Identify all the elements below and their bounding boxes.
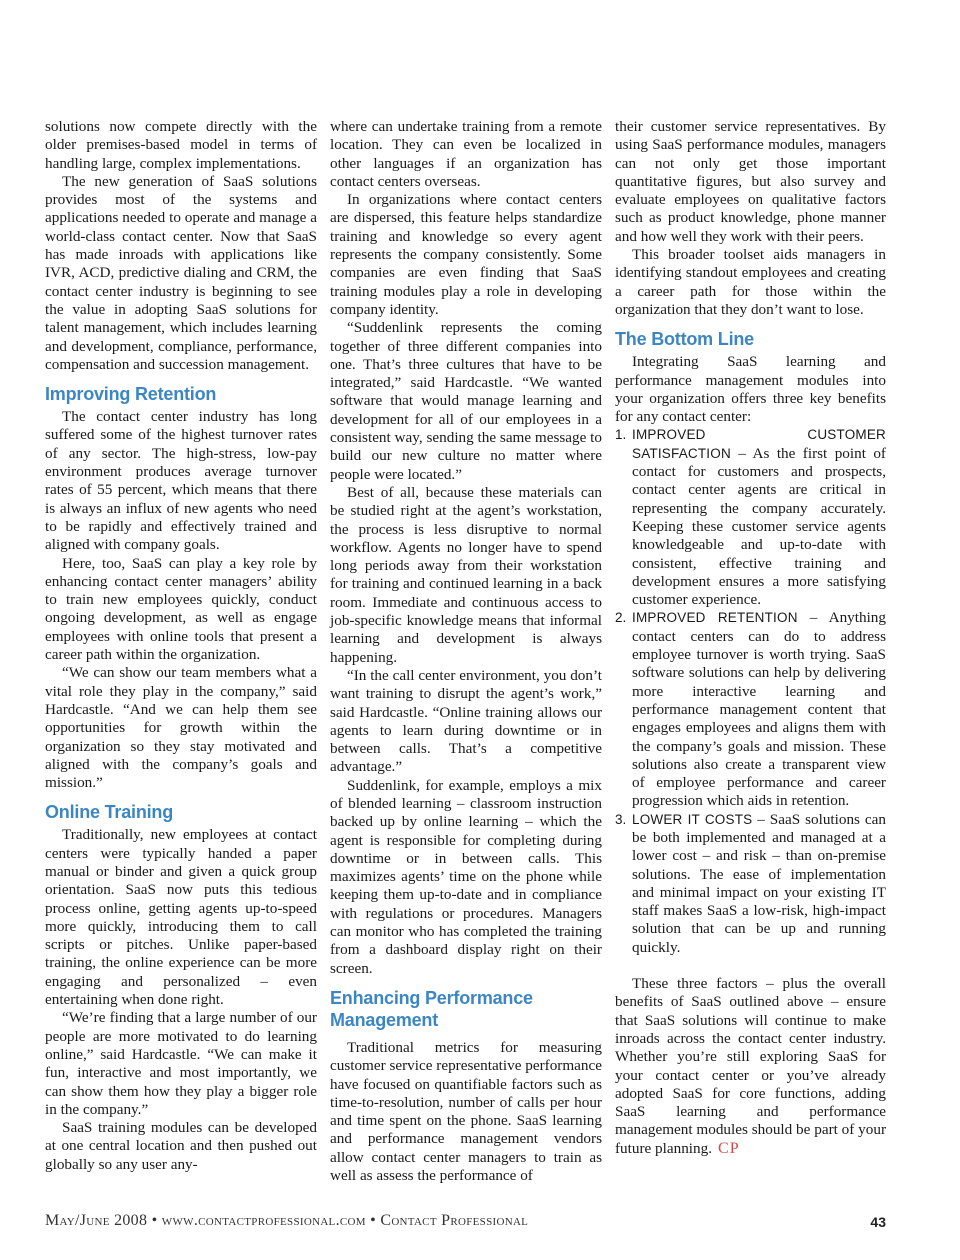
paragraph: “We’re finding that a large number of our people are more motivated to do learning online,” said Hardcastle. “We can make it fun, interactive and most importantly, we can show them how they play a bigger role in the company.” [45, 1009, 317, 1118]
page-footer [45, 1212, 886, 1234]
paragraph: “We can show our team members what a vital role they play in the company,” said Hardcastle. “And we can help them see opportunities for growth within the organization so they stay motivated and aligned with the company’s goals and mission.” [45, 664, 317, 792]
paragraph: The new generation of SaaS solutions provides most of the systems and applications needed to operate and manage a world-class contact center. Now that SaaS has made inroads with applications like IVR, ACD, predictive dialing and CRM, the contact center industry is beginning to see the value in adopting SaaS solutions for talent management, which includes learning and development, compliance, performance, compensation and succession management. [45, 172, 317, 373]
section-heading: Improving Retention [45, 384, 217, 405]
column-3 [615, 118, 886, 1158]
paragraph: solutions now compete directly with the older premises-based model in terms of handling large, complex implementations. [45, 118, 317, 172]
section-heading: Online Training [45, 802, 174, 823]
list-item-label: LOWER IT COSTS [632, 811, 753, 827]
list-number: 3. [615, 811, 627, 827]
paragraph: Suddenlink, for example, employs a mix of blended learning – classroom instruction backed up by online learning – which the agent is responsible for completing during downtime or in between calls. This maximizes agents’ time on the phone while keeping them up-to-date and in compliance with regulations or procedures. Managers can monitor who has completed the training from a dashboard display right on their screen. [330, 776, 602, 977]
section-heading: The Bottom Line [615, 329, 754, 350]
section-heading: Enhancing Performance Management [330, 987, 533, 1030]
benefits-list [615, 426, 886, 957]
page-number: 43 [870, 1214, 886, 1230]
paragraph: Traditional metrics for measuring customer service representative performance have focused on quantifiable factors such as time-to-resolution, number of calls per hour and time spent on the phone. SaaS learning and performance management vendors allow contact center managers to train as well as assess the performance of [330, 1038, 602, 1185]
paragraph: “In the call center environment, you don’t want training to disrupt the agent’s work,” said Hardcastle. “Online training allows our agents to learn during downtime or in between calls. That’s a competitive advantage.” [330, 666, 602, 776]
paragraph: Traditionally, new employees at contact centers were typically handed a paper manual or binder and given a quick group orientation. SaaS now puts this tedious process online, getting agents up-to-speed more quickly, introducing them to call scripts or pitches. Unlike paper-based training, the online experience can be more engaging and personalized – even entertaining when done right. [45, 826, 317, 1009]
list-item-text: – As the first point of contact for customers and prospects, contact center agents are critical in representing the company accurately. Keeping these customer service agents knowledgeable and up-to-date with consistent, effective training and development ensures a more satisfying customer experience. [632, 444, 886, 609]
list-number: 1. [615, 427, 627, 443]
closing-text: These three factors – plus the overall benefits of SaaS outlined above – ensure that SaaS solutions will continue to make inroads across the contact center industry. Whether you’re still exploring SaaS for your contact center or you’ve already adopted SaaS for core functions, adding SaaS learning and performance management modules should be part of your future planning. [615, 975, 886, 1157]
list-number: 2. [615, 610, 627, 626]
list-item [615, 811, 886, 957]
list-item [615, 609, 886, 810]
column-1 [45, 118, 317, 1174]
end-mark: CP [718, 1139, 740, 1157]
list-item-text: – Anything contact centers can do to address employee turnover is worth trying. SaaS software solutions can help by delivering more interactive learning and performance management content that engages employees and aligns them with the company’s goals and mission. These solutions also create a transparent view of employee performance and career progression which aids in retention. [632, 609, 886, 810]
paragraph: The contact center industry has long suffered some of the highest turnover rates of any sector. The high-stress, low-pay environment produces average turnover rates of 55 percent, which means that there is always an influx of new agents who need to be rapidly and effectively trained and aligned with company goals. [45, 408, 317, 554]
paragraph: Here, too, SaaS can play a key role by enhancing contact center managers’ ability to train new employees quickly, conduct ongoing development, as well as engage employees with online tools that present a career path within the organization. [45, 554, 317, 664]
list-item-label: IMPROVED CUSTOMER SATISFACTION [632, 427, 886, 461]
paragraph: This broader toolset aids managers in identifying standout employees and creating a career path for those within the organization that they don’t want to lose. [615, 246, 886, 318]
paragraph [615, 975, 886, 1158]
column-2 [330, 118, 602, 1185]
paragraph: Integrating SaaS learning and performance management modules into your organization offers three key benefits for any contact center: [615, 353, 886, 426]
list-item [615, 426, 886, 609]
paragraph: their customer service representatives. By using SaaS performance modules, managers can not only get those important quantitative figures, but also survey and evaluate employees on qualitative factors such as product knowledge, phone manner and how well they work with their peers. [615, 118, 886, 245]
footer-text: May/June 2008 • www.contactprofessional.com • Contact Professional [45, 1212, 529, 1229]
paragraph: Best of all, because these materials can be studied right at the agent’s workstation, the process is less disruptive to normal workflow. Agents no longer have to spend long periods away from their workstation for training and continued learning in a back room. Immediate and continuous access to job-specific knowledge means that informal learning and development is always happening. [330, 483, 602, 666]
list-item-label: IMPROVED RETENTION [632, 610, 798, 626]
paragraph: In organizations where contact centers are dispersed, this feature helps standardize training and knowledge so every agent represents the company consistently. Some companies are even finding that SaaS training modules play a role in developing company identity. [330, 191, 602, 318]
paragraph: where can undertake training from a remote location. They can even be localized in other languages if an organization has contact centers overseas. [330, 118, 602, 190]
list-item-text: – SaaS solutions can be both implemented and managed at a lower cost – and risk – than on-premise solutions. The ease of implementation and minimal impact on your existing IT staff makes SaaS a low-risk, high-impact solution that can be up and running quickly. [632, 810, 886, 956]
paragraph: “Suddenlink represents the coming together of three different companies into one. That’s three cultures that have to be integrated,” said Hardcastle. “We wanted software that would manage learning and development for all of our employees in a consistent way, sending the same message to build our new culture no matter where people were located.” [330, 319, 602, 483]
paragraph: SaaS training modules can be developed at one central location and then pushed out globally so any user any- [45, 1119, 317, 1173]
